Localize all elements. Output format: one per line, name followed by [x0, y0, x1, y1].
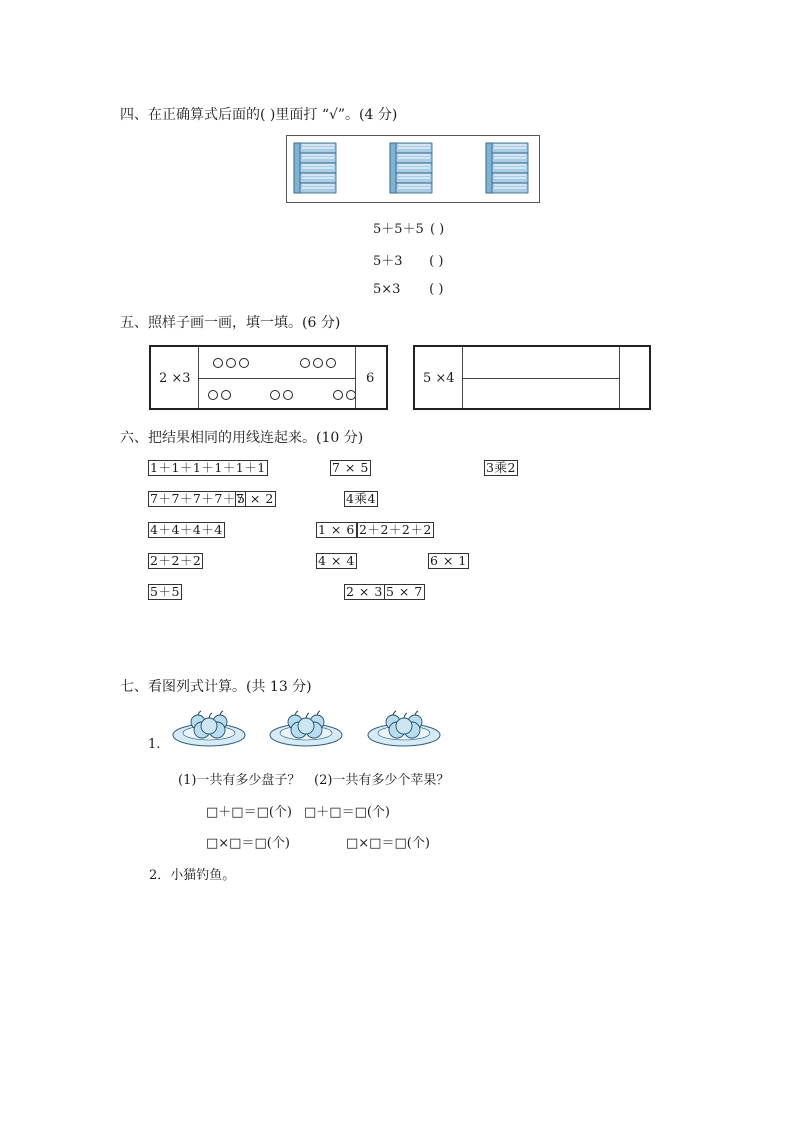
match-card[interactable]: 1＋1＋1＋1＋1＋1: [150, 460, 266, 475]
circle: [213, 358, 223, 368]
draw-area-row-1[interactable]: [463, 347, 619, 378]
apple-plate: [173, 711, 245, 746]
match-card[interactable]: 2＋2＋2＋2: [359, 522, 432, 537]
match-card[interactable]: 1 × 6: [318, 522, 355, 537]
circle: [208, 390, 218, 400]
circle: [283, 390, 293, 400]
apple-plate: [270, 711, 342, 746]
example-table: [149, 345, 388, 410]
circle: [239, 358, 249, 368]
draw-area-row-2[interactable]: [463, 379, 619, 408]
match-card[interactable]: 3乘2: [486, 460, 516, 475]
item-2-title: 2．小猫钓鱼。: [149, 868, 236, 883]
circle: [226, 358, 236, 368]
task-table: [413, 345, 651, 410]
circle: [326, 358, 336, 368]
circle: [270, 390, 280, 400]
book-stacks-picture: [286, 135, 540, 203]
circle: [221, 390, 231, 400]
match-card[interactable]: 2 × 3: [346, 584, 383, 599]
item-1-number: 1.: [148, 737, 161, 752]
example-result: 6: [366, 371, 375, 386]
option-row-1: [373, 218, 444, 237]
section-6-title: 六、把结果相同的用线连起来。(10 分): [120, 430, 364, 446]
match-card[interactable]: 5＋5: [150, 584, 180, 599]
formula-mul-1[interactable]: □×□＝□(个): [206, 836, 290, 851]
option-expression: 5＋3: [373, 254, 403, 269]
answer-cell[interactable]: [620, 347, 649, 408]
section-7-title: 七、看图列式计算。(共 13 分): [120, 679, 312, 695]
section-5-title: 五、照样子画一画，填一填。(6 分): [120, 315, 341, 331]
option-expression: 5＋5＋5: [373, 222, 424, 237]
example-circles-row-1: [213, 357, 339, 372]
circle: [313, 358, 323, 368]
option-expression: 5×3: [373, 282, 401, 297]
answer-parens[interactable]: ( ): [429, 282, 444, 297]
match-card[interactable]: 4＋4＋4＋4: [150, 522, 223, 537]
example-circles-row-2: [208, 389, 359, 404]
apple-plate: [368, 711, 440, 746]
match-card[interactable]: 6 × 1: [430, 553, 467, 568]
match-card[interactable]: 4 × 4: [318, 553, 355, 568]
match-card[interactable]: 7 × 5: [332, 460, 369, 475]
example-label: 2 ×3: [159, 371, 191, 386]
question-2: (2)一共有多少个苹果？: [314, 773, 450, 788]
match-card[interactable]: 5 × 7: [386, 584, 423, 599]
answer-parens[interactable]: ( ): [429, 254, 444, 269]
apple-plates-picture: [170, 708, 450, 748]
circle: [333, 390, 343, 400]
formula-add-1[interactable]: □＋□＝□(个): [206, 805, 292, 820]
circle: [300, 358, 310, 368]
option-row-3: [373, 282, 443, 297]
answer-parens[interactable]: ( ): [429, 222, 445, 237]
task-label: 5 ×4: [423, 371, 455, 386]
match-card[interactable]: 4乘4: [346, 491, 376, 506]
match-card[interactable]: 7＋7＋7＋7＋7: [150, 491, 245, 506]
formula-mul-2[interactable]: □×□＝□(个): [346, 836, 430, 851]
option-row-2: [373, 250, 443, 269]
book-stacks-icon: [287, 136, 539, 202]
question-1: (1)一共有多少盘子？: [178, 773, 301, 788]
section-4-title: 四、在正确算式后面的( )里面打 “√”。(4 分): [120, 107, 398, 123]
formula-add-2[interactable]: □＋□＝□(个): [304, 805, 390, 820]
match-card[interactable]: 5 × 2: [237, 491, 274, 506]
match-card[interactable]: 2＋2＋2: [150, 553, 202, 568]
